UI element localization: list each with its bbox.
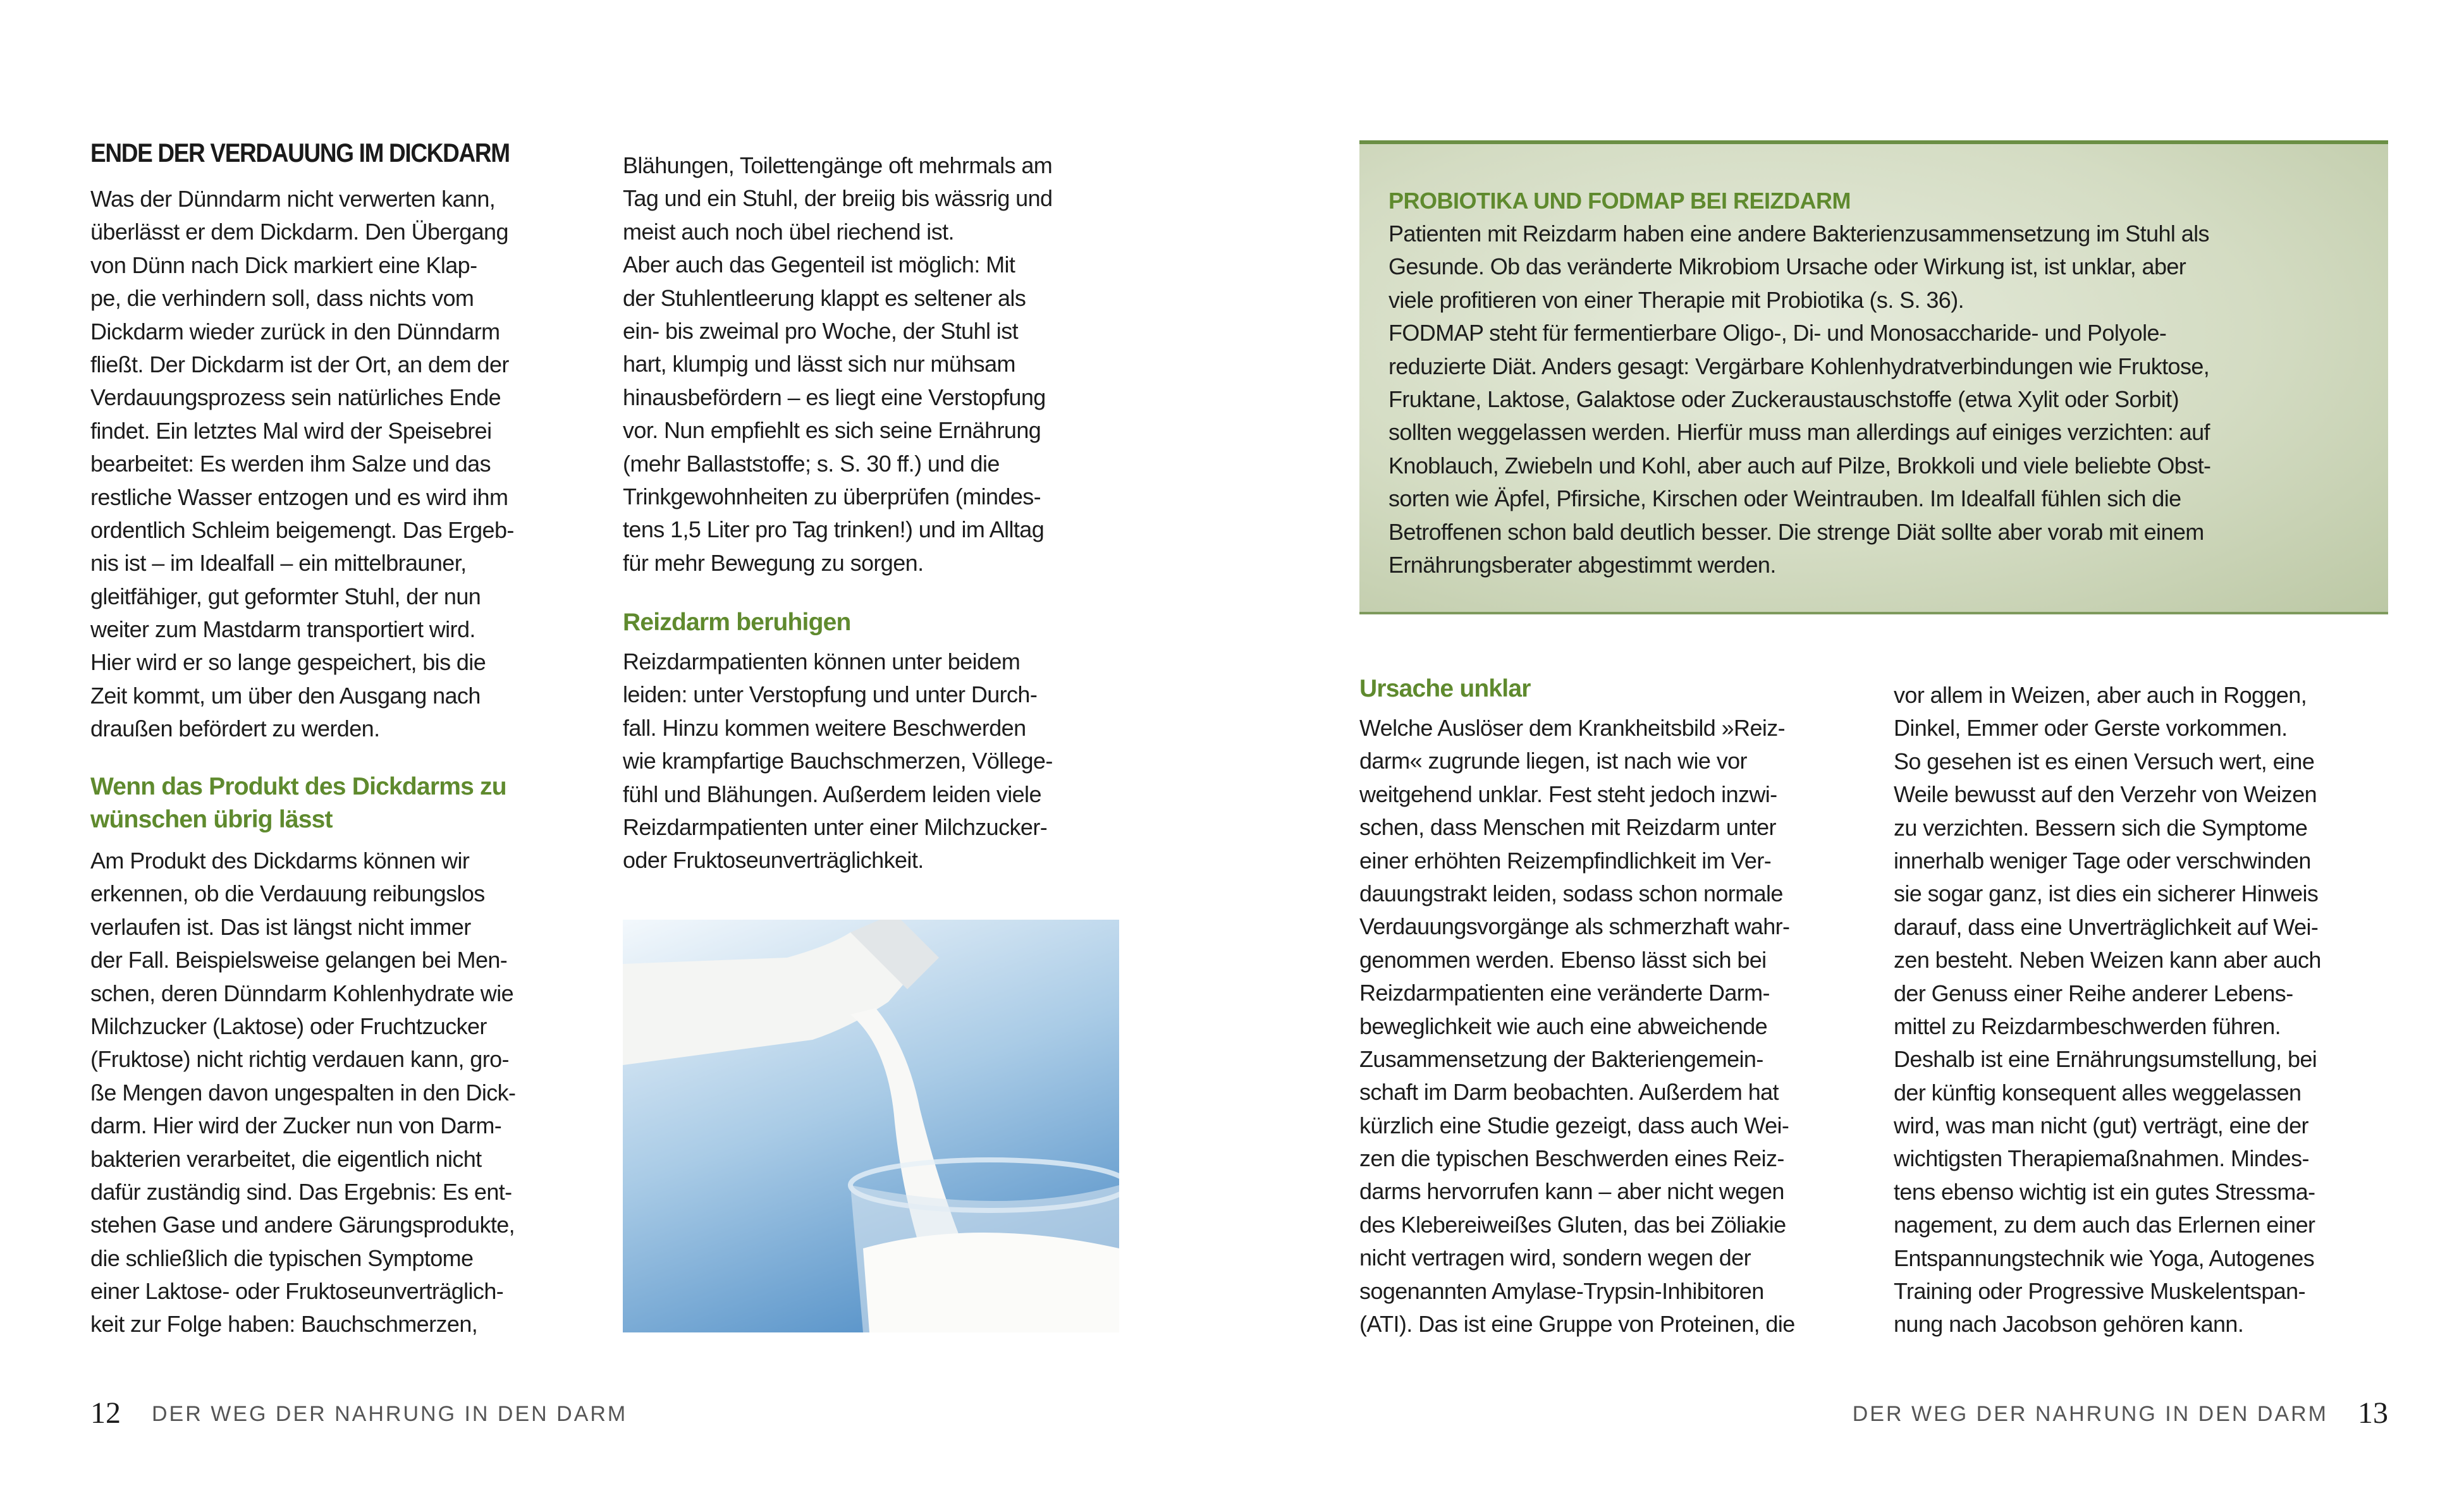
text-line: Dinkel, Emmer oder Gerste vorkommen. <box>1894 715 2288 741</box>
text-line: Welche Auslöser dem Krankheitsbild »Reiz- <box>1359 715 1786 741</box>
right-col1-body <box>1359 712 1795 1341</box>
text-line: Dickdarm wieder zurück in den Dünndarm <box>90 318 500 344</box>
text-line: ein- bis zweimal pro Woche, der Stuhl ist <box>623 317 1018 344</box>
text-line: Deshalb ist eine Ernährungsumstellung, bei <box>1894 1046 2317 1073</box>
text-line: Zeit kommt, um über den Ausgang nach <box>90 682 481 709</box>
text-line: keit zur Folge haben: Bauchschmerzen, <box>90 1311 478 1338</box>
text-line: Ursache unklar <box>1359 675 1531 702</box>
text-line: einer erhöhten Reizempfindlichkeit im Ver- <box>1359 847 1772 874</box>
text-line: findet. Ein letztes Mal wird der Speisebrei <box>90 417 492 444</box>
text-line: Verdauungsvorgänge als schmerzhaft wahr- <box>1359 913 1790 940</box>
text-line: darauf, dass eine Unverträglichkeit auf Wei- <box>1894 913 2319 940</box>
page-number-left: 12 <box>90 1396 121 1430</box>
running-head-right: DER WEG DER NAHRUNG IN DEN DARM <box>1852 1402 2328 1426</box>
text-line: schen, deren Dünndarm Kohlenhydrate wie <box>90 980 514 1006</box>
text-line: der Genuss einer Reihe anderer Lebens- <box>1894 980 2293 1006</box>
text-line: einer Laktose- oder Fruktoseunverträglich- <box>90 1278 504 1305</box>
text-line: fühl und Blähungen. Außerdem leiden viele <box>623 781 1041 807</box>
text-line: Wenn das Produkt des Dickdarms zu <box>90 773 506 800</box>
page-number-right: 13 <box>2358 1396 2388 1430</box>
text-line: darms hervorrufen kann – aber nicht wegen <box>1359 1178 1784 1205</box>
text-line: zu verzichten. Bessern sich die Symptome <box>1894 814 2308 841</box>
text-line: Knoblauch, Zwiebeln und Kohl, aber auch auf Pilze, Brokkoli und viele beliebte Obst- <box>1388 452 2211 478</box>
info-box <box>1359 140 2388 614</box>
text-line: bearbeitet: Es werden ihm Salze und das <box>90 451 491 477</box>
text-line: für mehr Bewegung zu sorgen. <box>623 549 924 576</box>
text-line: innerhalb weniger Tage oder verschwinden <box>1894 847 2311 874</box>
text-line: beweglichkeit wie auch eine abweichende <box>1359 1013 1768 1039</box>
text-line: reduzierte Diät. Anders gesagt: Vergärbare Kohlenhydratverbindungen wie Fruktose, <box>1388 353 2210 379</box>
text-line: gleitfähiger, gut geformter Stuhl, der nun <box>90 583 481 609</box>
text-line: restliche Wasser entzogen und es wird ihm <box>90 484 508 510</box>
text-line: meist auch noch übel riechend ist. <box>623 218 954 245</box>
text-line: bakterien verarbeitet, die eigentlich nicht <box>90 1145 482 1172</box>
text-line: verlaufen ist. Das ist längst nicht immer <box>90 913 471 940</box>
text-line: von Dünn nach Dick markiert eine Klap- <box>90 252 477 278</box>
text-line: ße Mengen davon ungespalten in den Dick- <box>90 1079 516 1106</box>
text-line: vor. Nun empfiehlt es sich seine Ernährung <box>623 417 1041 444</box>
left-col2-subheading <box>623 604 851 637</box>
text-line: Betroffenen schon bald deutlich besser. Die strenge Diät sollte aber vorab mit einem <box>1388 518 2204 545</box>
text-line: Reizdarm beruhigen <box>623 609 851 636</box>
text-line: überlässt er dem Dickdarm. Den Übergang <box>90 219 508 245</box>
text-line: (ATI). Das ist eine Gruppe von Proteinen, die <box>1359 1311 1795 1338</box>
text-line: vor allem in Weizen, aber auch in Roggen, <box>1894 682 2307 708</box>
text-line: tens ebenso wichtig ist ein gutes Stressma- <box>1894 1178 2315 1205</box>
text-line: Aber auch das Gegenteil ist möglich: Mit <box>623 252 1015 278</box>
text-line: PROBIOTIKA UND FODMAP BEI REIZDARM <box>1388 188 1851 214</box>
text-line: kürzlich eine Studie gezeigt, dass auch Wei- <box>1359 1112 1789 1138</box>
text-line: hinausbefördern – es liegt eine Verstopfung <box>623 384 1046 410</box>
text-line: wie krampfartige Bauchschmerzen, Völlege- <box>623 748 1053 774</box>
text-line: dauungstrakt leiden, sodass schon normale <box>1359 880 1783 906</box>
text-line: Patienten mit Reizdarm haben eine andere Bakterienzusammensetzung im Stuhl als <box>1388 221 2209 247</box>
text-line: zen besteht. Neben Weizen kann aber auch <box>1894 947 2321 973</box>
info-box-body <box>1388 217 2210 582</box>
text-line: Weile bewusst auf den Verzehr von Weizen <box>1894 781 2317 808</box>
left-col2-body <box>623 645 1053 877</box>
text-line: sie sogar ganz, ist dies ein sicherer Hinweis <box>1894 881 2319 907</box>
text-line: weitgehend unklar. Fest steht jedoch inzwi- <box>1359 781 1777 807</box>
text-line: ordentlich Schleim beigemengt. Das Ergeb- <box>90 516 514 543</box>
text-line: der Stuhlentleerung klappt es seltener als <box>623 284 1026 311</box>
text-line: Blähungen, Toilettengänge oft mehrmals am <box>623 152 1053 178</box>
text-line: erkennen, ob die Verdauung reibungslos <box>90 881 485 907</box>
text-line: die schließlich die typischen Symptome <box>90 1245 474 1271</box>
text-line: darm« zugrunde liegen, ist nach wie vor <box>1359 748 1747 774</box>
text-line: viele profitieren von einer Therapie mit Probiotika (s. S. 36). <box>1388 286 1964 313</box>
text-line: draußen befördert zu werden. <box>90 716 380 742</box>
section-heading: ENDE DER VERDAUUNG IM DICKDARM <box>90 138 510 168</box>
right-col2-body <box>1894 679 2321 1341</box>
text-line: Verdauungsprozess sein natürliches Ende <box>90 384 501 411</box>
text-line: Fruktane, Laktose, Galaktose oder Zuckeraustauschstoffe (etwa Xylit oder Sorbit) <box>1388 386 2179 412</box>
text-line: Tag und ein Stuhl, der breiig bis wässrig und <box>623 185 1053 212</box>
text-line: Trinkgewohnheiten zu überprüfen (mindes- <box>623 483 1041 509</box>
text-line: Training oder Progressive Muskelentspan- <box>1894 1278 2305 1305</box>
text-line: der künftig konsequent alles weggelassen <box>1894 1079 2302 1106</box>
text-line: oder Fruktoseunverträglichkeit. <box>623 847 924 874</box>
text-line: Zusammensetzung der Bakteriengemein- <box>1359 1045 1763 1072</box>
text-line: fließt. Der Dickdarm ist der Ort, an dem der <box>90 351 509 377</box>
text-line: Hier wird er so lange gespeichert, bis die <box>90 649 486 676</box>
text-line: wird, was man nicht (gut) verträgt, eine der <box>1894 1112 2308 1139</box>
info-box-title <box>1388 185 1851 217</box>
left-col2-top <box>623 149 1052 580</box>
right-col1-subheading <box>1359 671 1531 704</box>
text-line: leiden: unter Verstopfung und unter Durch- <box>623 681 1038 708</box>
text-line: Reizdarmpatienten eine veränderte Darm- <box>1359 980 1770 1006</box>
text-line: mittel zu Reizdarmbeschwerden führen. <box>1894 1013 2281 1039</box>
text-line: pe, die verhindern soll, dass nichts vom <box>90 285 474 312</box>
text-line: Gesunde. Ob das veränderte Mikrobiom Ursache oder Wirkung ist, ist unklar, aber <box>1388 253 2186 280</box>
text-line: nung nach Jacobson gehören kann. <box>1894 1311 2244 1338</box>
text-line: nis ist – im Idealfall – ein mittelbrauner, <box>90 550 467 576</box>
text-line: sorten wie Äpfel, Pfirsiche, Kirschen oder Weintrauben. Im Idealfall fühlen sich die <box>1388 485 2181 512</box>
text-line: hart, klumpig und lässt sich nur mühsam <box>623 351 1015 377</box>
text-line: nicht vertragen wird, sondern wegen der <box>1359 1245 1751 1271</box>
left-col1-body <box>90 844 515 1341</box>
text-line: sogenannten Amylase-Trypsin-Inhibitoren <box>1359 1277 1764 1304</box>
text-line: wünschen übrig lässt <box>90 806 333 834</box>
text-line: Entspannungstechnik wie Yoga, Autogenes <box>1894 1245 2315 1271</box>
text-line: genommen werden. Ebenso lässt sich bei <box>1359 946 1767 973</box>
text-line: (mehr Ballaststoffe; s. S. 30 ff.) und die <box>623 450 1000 477</box>
text-line: tens 1,5 Liter pro Tag trinken!) und im Alltag <box>623 516 1045 543</box>
text-line: weiter zum Mastdarm transportiert wird. <box>90 616 475 643</box>
text-line: So gesehen ist es einen Versuch wert, eine <box>1894 748 2315 774</box>
text-line: Am Produkt des Dickdarms können wir <box>90 848 470 874</box>
text-line: schaft im Darm beobachten. Außerdem hat <box>1359 1079 1779 1106</box>
milk-pouring-photo <box>623 920 1119 1332</box>
running-head-left: DER WEG DER NAHRUNG IN DEN DARM <box>152 1402 628 1426</box>
text-line: (Fruktose) nicht richtig verdauen kann, gro- <box>90 1046 509 1073</box>
text-line: FODMAP steht für fermentierbare Oligo-, Di- und Monosaccharide- und Polyole- <box>1388 320 2167 346</box>
text-line: nagement, zu dem auch das Erlernen einer <box>1894 1212 2315 1238</box>
text-line: darm. Hier wird der Zucker nun von Darm- <box>90 1112 502 1139</box>
text-line: Reizdarmpatienten können unter beidem <box>623 649 1021 674</box>
text-line: zen die typischen Beschwerden eines Reiz- <box>1359 1145 1784 1172</box>
left-col1-subheading <box>90 769 506 835</box>
text-line: Reizdarmpatienten unter einer Milchzucker- <box>623 814 1048 840</box>
text-line: wichtigsten Therapiemaßnahmen. Mindes- <box>1894 1145 2309 1172</box>
text-line: schen, dass Menschen mit Reizdarm unter <box>1359 814 1776 841</box>
text-line: sollten weggelassen werden. Hierfür muss man allerdings auf einiges verzichten: auf <box>1388 419 2210 446</box>
text-line: Was der Dünndarm nicht verwerten kann, <box>90 186 496 212</box>
text-line: fall. Hinzu kommen weitere Beschwerden <box>623 714 1026 741</box>
text-line: der Fall. Beispielsweise gelangen bei Men- <box>90 947 508 973</box>
text-line: stehen Gase und andere Gärungsprodukte, <box>90 1212 515 1238</box>
text-line: dafür zuständig sind. Das Ergebnis: Es ent- <box>90 1178 512 1205</box>
left-col1-intro <box>90 183 514 746</box>
text-line: Ernährungsberater abgestimmt werden. <box>1388 551 1776 578</box>
text-line: Milchzucker (Laktose) oder Fruchtzucker <box>90 1013 487 1039</box>
text-line: des Klebereiweißes Gluten, das bei Zöliakie <box>1359 1211 1786 1238</box>
